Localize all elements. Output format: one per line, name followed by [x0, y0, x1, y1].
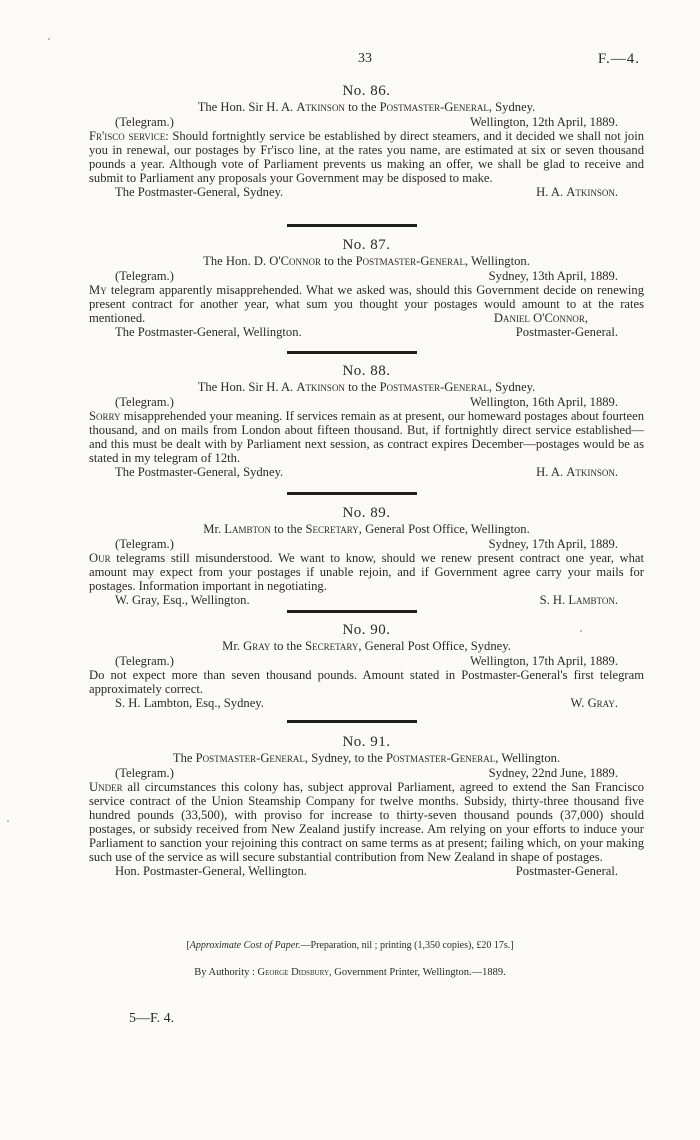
item-heading: The Hon. Sir H. A. Atkinson to the Postmaster-General, Sydney. — [197, 100, 536, 114]
cost-note: [Approximate Cost of Paper.—Preparation, nil ; printing (1,350 copies), £20 17s.] — [186, 940, 514, 951]
telegram-88 — [89, 362, 644, 479]
telegram-89 — [89, 504, 644, 607]
item-heading: The Postmaster-General, Sydney, to the Postmaster-General, Wellington. — [172, 751, 561, 765]
signature-line: S. H. Lambton, Esq., Sydney. W. Gray. — [115, 696, 618, 710]
telegram-line: (Telegram.) Sydney, 22nd June, 1889. — [115, 766, 618, 780]
signature-line: The Postmaster-General, Sydney. H. A. Atkinson. — [115, 185, 618, 199]
telegram-91 — [89, 733, 644, 878]
scan-speck — [48, 38, 50, 40]
message-body: Our telegrams still misunderstood. We want to know, should we renew present contract one year, what amount may expect from your postages if unable rejoin, and if Government agree carry your mails for postages. Information important in negotiating. — [89, 551, 644, 593]
section-divider — [287, 610, 417, 613]
item-heading: The Hon. D. O'Connor to the Postmaster-General, Wellington. — [203, 254, 530, 268]
message-body: Under all circumstances this colony has, subject approval Parliament, agreed to extend the San Francisco service contract of the Union Steamship Company for twelve months. Subsidy, thirty-three thousand five hundred pounds (33,500), with proviso for increase to thirty-seven thousand pounds (37,000) should postages, or subsidy received from New Zealand justify increase. Am relying on your efforts to induce your Parliament to sanction your rejoining this contract on same terms as at present; failing which, on your making such use of the service as will secure substantial contribution from New Zealand in shape of postages. — [89, 780, 644, 864]
section-divider — [287, 492, 417, 495]
signature-name-line: Daniel O'Connor, — [493, 311, 588, 325]
item-number: No. 89. — [342, 505, 391, 521]
message-body: Fr'isco service: Should fortnightly service be established by direct steamers, and it decided we shall not join you in renewal, our postages by Fr'isco line, at the rates you name, are estimated at six or seven thousand pounds a year. Although vote of Parliament prevents us making an offer, we shall be glad to receive and submit to Parliament any proposals your Government may be disposed to make. — [89, 129, 644, 185]
message-body: Sorry misapprehended your meaning. If services remain as at present, our homeward postages about fourteen thousand, and on mails from London about fifteen thousand. But, if fortnightly direct service established—and this must be dealt with by Parliament next session, as contract expires December—postages would be as stated in my telegram of 12th. — [89, 409, 644, 465]
telegram-90 — [89, 621, 644, 710]
printer-imprint: By Authority : George Didsbury, Government Printer, Wellington.—1889. — [194, 967, 506, 978]
telegram-line: (Telegram.) Sydney, 17th April, 1889. — [115, 537, 618, 551]
telegram-87 — [89, 236, 644, 339]
item-number: No. 91. — [342, 734, 391, 750]
section-divider — [287, 224, 417, 227]
item-number: No. 87. — [342, 237, 391, 253]
message-body: Do not expect more than seven thousand pounds. Amount stated in Postmaster-General's first telegram approximately correct. — [89, 668, 644, 696]
paper-reference: F.—4. — [597, 51, 640, 67]
item-number: No. 86. — [342, 83, 391, 99]
telegram-86 — [89, 82, 644, 199]
scan-speck — [580, 630, 582, 632]
message-body: My telegram apparently misapprehended. What we asked was, should this Government decide on renewing present contract for another year, what sum you thought your postages would amount to at the rates mentioned. — [89, 283, 644, 325]
section-divider — [287, 720, 417, 723]
signature-line: Hon. Postmaster-General, Wellington. Postmaster-General. — [115, 864, 618, 878]
item-number: No. 88. — [342, 363, 391, 379]
item-number: No. 90. — [342, 622, 391, 638]
telegram-line: (Telegram.) Wellington, 17th April, 1889. — [115, 654, 618, 668]
item-heading: The Hon. Sir H. A. Atkinson to the Postmaster-General, Sydney. — [197, 380, 536, 394]
telegram-line: (Telegram.) Wellington, 12th April, 1889. — [115, 115, 618, 129]
scan-speck — [7, 820, 9, 822]
section-divider — [287, 351, 417, 354]
telegram-line: (Telegram.) Sydney, 13th April, 1889. — [115, 269, 618, 283]
page-number: 33 — [358, 51, 372, 66]
signature-mark: 5—F. 4. — [129, 1011, 175, 1026]
telegram-line: (Telegram.) Wellington, 16th April, 1889. — [115, 395, 618, 409]
signature-line: The Postmaster-General, Sydney. H. A. Atkinson. — [115, 465, 618, 479]
item-heading: Mr. Gray to the Secretary, General Post Office, Sydney. — [222, 639, 511, 653]
item-heading: Mr. Lambton to the Secretary, General Post Office, Wellington. — [203, 522, 530, 536]
signature-line: The Postmaster-General, Wellington. Postmaster-General. — [115, 325, 618, 339]
signature-line: W. Gray, Esq., Wellington. S. H. Lambton. — [115, 593, 618, 607]
